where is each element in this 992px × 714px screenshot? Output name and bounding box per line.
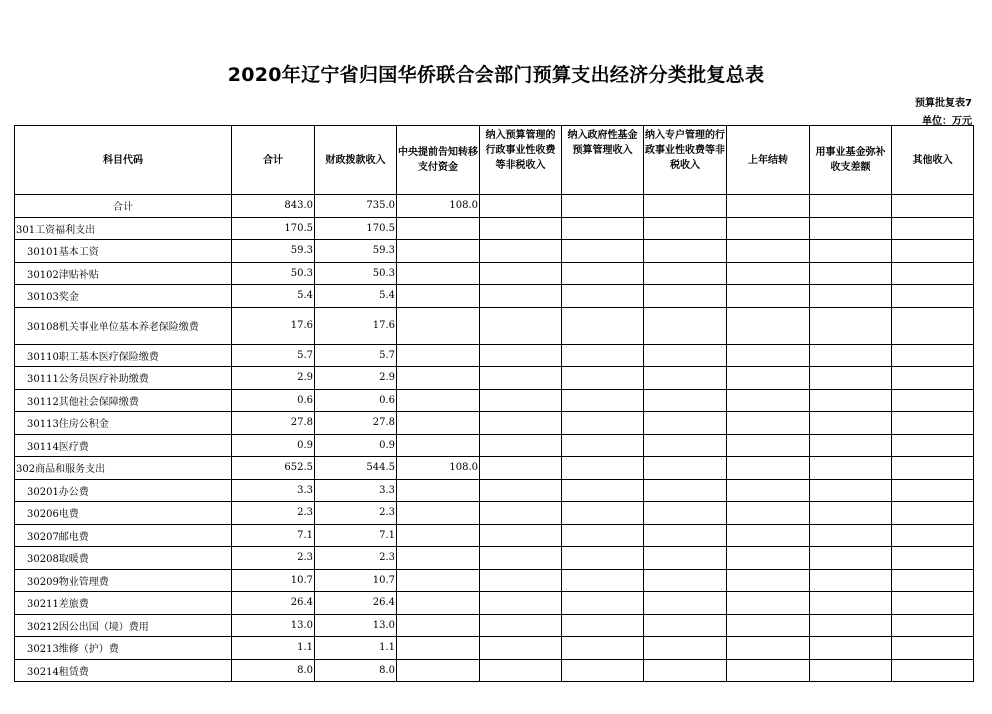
cell-account-name: 30208取暖费 bbox=[15, 547, 232, 570]
table-row bbox=[15, 592, 974, 615]
table-row bbox=[15, 547, 974, 570]
cell-nontax-special bbox=[644, 659, 727, 682]
cell-total: 26.4 bbox=[232, 592, 315, 615]
cell-fiscal: 8.0 bbox=[315, 659, 397, 682]
cell-account-name: 30212因公出国（境）费用 bbox=[15, 614, 232, 637]
cell-gov-fund bbox=[562, 412, 644, 435]
cell-account-name: 30206电费 bbox=[15, 502, 232, 525]
cell-total: 170.5 bbox=[232, 217, 315, 240]
cell-central bbox=[397, 240, 480, 263]
cell-other bbox=[892, 524, 974, 547]
cell-total: 843.0 bbox=[232, 195, 315, 218]
cell-nontax-budget bbox=[480, 479, 562, 502]
cell-total: 5.4 bbox=[232, 285, 315, 308]
cell-total: 0.6 bbox=[232, 389, 315, 412]
cell-carryover bbox=[727, 457, 810, 480]
cell-central bbox=[397, 307, 480, 344]
cell-central bbox=[397, 524, 480, 547]
cell-gov-fund bbox=[562, 547, 644, 570]
cell-other bbox=[892, 217, 974, 240]
table-row bbox=[15, 240, 974, 263]
cell-nontax-budget bbox=[480, 367, 562, 390]
cell-nontax-budget bbox=[480, 637, 562, 660]
cell-nontax-special bbox=[644, 367, 727, 390]
cell-nontax-special bbox=[644, 434, 727, 457]
total-row bbox=[15, 195, 974, 218]
table-code-label: 预算批复表7 bbox=[915, 98, 972, 109]
cell-total: 13.0 bbox=[232, 614, 315, 637]
cell-nontax-special bbox=[644, 524, 727, 547]
cell-carryover bbox=[727, 307, 810, 344]
cell-account-name: 30113住房公积金 bbox=[15, 412, 232, 435]
cell-nontax-special bbox=[644, 412, 727, 435]
cell-central bbox=[397, 262, 480, 285]
table-row bbox=[15, 479, 974, 502]
cell-fiscal: 2.3 bbox=[315, 547, 397, 570]
cell-account-name: 302商品和服务支出 bbox=[15, 457, 232, 480]
cell-nontax-special bbox=[644, 592, 727, 615]
cell-gov-fund bbox=[562, 367, 644, 390]
cell-fiscal: 50.3 bbox=[315, 262, 397, 285]
cell-central bbox=[397, 389, 480, 412]
table-body bbox=[15, 195, 974, 682]
cell-carryover bbox=[727, 344, 810, 367]
cell-fiscal: 5.4 bbox=[315, 285, 397, 308]
cell-nontax-special bbox=[644, 389, 727, 412]
cell-gov-fund bbox=[562, 614, 644, 637]
cell-carryover bbox=[727, 569, 810, 592]
cell-other bbox=[892, 547, 974, 570]
cell-other bbox=[892, 367, 974, 390]
cell-other bbox=[892, 479, 974, 502]
cell-gov-fund bbox=[562, 240, 644, 263]
cell-gov-fund bbox=[562, 502, 644, 525]
cell-other bbox=[892, 569, 974, 592]
cell-nontax-budget bbox=[480, 412, 562, 435]
cell-fiscal: 735.0 bbox=[315, 195, 397, 218]
table-row bbox=[15, 659, 974, 682]
cell-central: 108.0 bbox=[397, 195, 480, 218]
cell-gov-fund bbox=[562, 457, 644, 480]
cell-gov-fund bbox=[562, 479, 644, 502]
cell-fund-balance bbox=[810, 262, 892, 285]
cell-account-name: 30110职工基本医疗保险缴费 bbox=[15, 344, 232, 367]
cell-nontax-budget bbox=[480, 307, 562, 344]
cell-total: 652.5 bbox=[232, 457, 315, 480]
cell-other bbox=[892, 614, 974, 637]
cell-other bbox=[892, 195, 974, 218]
cell-gov-fund bbox=[562, 592, 644, 615]
cell-total: 3.3 bbox=[232, 479, 315, 502]
cell-account-name: 30102津贴补贴 bbox=[15, 262, 232, 285]
cell-nontax-special bbox=[644, 285, 727, 308]
table-row bbox=[15, 389, 974, 412]
table-row bbox=[15, 524, 974, 547]
cell-fund-balance bbox=[810, 502, 892, 525]
col-header-nontax-budget: 纳入预算管理的行政事业性收费等非税收入 bbox=[480, 126, 562, 195]
table-row bbox=[15, 637, 974, 660]
cell-fund-balance bbox=[810, 524, 892, 547]
table-row bbox=[15, 457, 974, 480]
cell-other bbox=[892, 307, 974, 344]
cell-account-name: 301工资福利支出 bbox=[15, 217, 232, 240]
cell-nontax-budget bbox=[480, 547, 562, 570]
cell-central bbox=[397, 502, 480, 525]
cell-gov-fund bbox=[562, 285, 644, 308]
col-header-central: 中央提前告知转移支付资金 bbox=[397, 126, 480, 195]
cell-fiscal: 170.5 bbox=[315, 217, 397, 240]
cell-fund-balance bbox=[810, 637, 892, 660]
cell-other bbox=[892, 412, 974, 435]
cell-nontax-special bbox=[644, 240, 727, 263]
cell-nontax-special bbox=[644, 614, 727, 637]
cell-account-name: 30101基本工资 bbox=[15, 240, 232, 263]
cell-carryover bbox=[727, 412, 810, 435]
cell-account-name: 30111公务员医疗补助缴费 bbox=[15, 367, 232, 390]
cell-central: 108.0 bbox=[397, 457, 480, 480]
cell-fund-balance bbox=[810, 344, 892, 367]
cell-central bbox=[397, 659, 480, 682]
cell-gov-fund bbox=[562, 262, 644, 285]
cell-account-name: 30201办公费 bbox=[15, 479, 232, 502]
cell-fiscal: 26.4 bbox=[315, 592, 397, 615]
table-row bbox=[15, 262, 974, 285]
cell-central bbox=[397, 479, 480, 502]
cell-fund-balance bbox=[810, 457, 892, 480]
cell-carryover bbox=[727, 637, 810, 660]
cell-nontax-budget bbox=[480, 217, 562, 240]
cell-fiscal: 1.1 bbox=[315, 637, 397, 660]
cell-total: 0.9 bbox=[232, 434, 315, 457]
cell-carryover bbox=[727, 434, 810, 457]
cell-gov-fund bbox=[562, 389, 644, 412]
cell-central bbox=[397, 412, 480, 435]
cell-fiscal: 10.7 bbox=[315, 569, 397, 592]
table-header bbox=[15, 126, 974, 195]
cell-account-name: 30209物业管理费 bbox=[15, 569, 232, 592]
cell-central bbox=[397, 344, 480, 367]
cell-carryover bbox=[727, 262, 810, 285]
cell-fiscal: 0.9 bbox=[315, 434, 397, 457]
cell-nontax-budget bbox=[480, 457, 562, 480]
cell-nontax-budget bbox=[480, 285, 562, 308]
cell-total: 1.1 bbox=[232, 637, 315, 660]
table-row bbox=[15, 285, 974, 308]
table-row bbox=[15, 569, 974, 592]
cell-fund-balance bbox=[810, 479, 892, 502]
cell-other bbox=[892, 262, 974, 285]
cell-account-name: 30103奖金 bbox=[15, 285, 232, 308]
cell-account-name: 30112其他社会保障缴费 bbox=[15, 389, 232, 412]
cell-carryover bbox=[727, 502, 810, 525]
cell-account-name: 30211差旅费 bbox=[15, 592, 232, 615]
table-row bbox=[15, 367, 974, 390]
cell-fund-balance bbox=[810, 389, 892, 412]
cell-gov-fund bbox=[562, 524, 644, 547]
table-row bbox=[15, 217, 974, 240]
col-header-nontax-special: 纳入专户管理的行政事业性收费等非税收入 bbox=[644, 126, 727, 195]
cell-other bbox=[892, 457, 974, 480]
cell-carryover bbox=[727, 195, 810, 218]
cell-gov-fund bbox=[562, 307, 644, 344]
cell-fiscal: 3.3 bbox=[315, 479, 397, 502]
table-row bbox=[15, 307, 974, 344]
cell-account-name: 30114医疗费 bbox=[15, 434, 232, 457]
cell-nontax-special bbox=[644, 547, 727, 570]
cell-fund-balance bbox=[810, 285, 892, 308]
cell-total: 2.9 bbox=[232, 367, 315, 390]
cell-central bbox=[397, 637, 480, 660]
cell-gov-fund bbox=[562, 637, 644, 660]
cell-fund-balance bbox=[810, 592, 892, 615]
cell-total: 7.1 bbox=[232, 524, 315, 547]
cell-fund-balance bbox=[810, 240, 892, 263]
cell-fund-balance bbox=[810, 659, 892, 682]
cell-nontax-special bbox=[644, 637, 727, 660]
unit-label: 单位：万元 bbox=[922, 116, 972, 127]
cell-fund-balance bbox=[810, 367, 892, 390]
cell-gov-fund bbox=[562, 217, 644, 240]
cell-other bbox=[892, 592, 974, 615]
cell-carryover bbox=[727, 217, 810, 240]
cell-total: 2.3 bbox=[232, 547, 315, 570]
cell-central bbox=[397, 434, 480, 457]
cell-nontax-special bbox=[644, 479, 727, 502]
cell-fiscal: 13.0 bbox=[315, 614, 397, 637]
cell-other bbox=[892, 285, 974, 308]
cell-nontax-budget bbox=[480, 502, 562, 525]
table-row bbox=[15, 502, 974, 525]
cell-nontax-budget bbox=[480, 524, 562, 547]
header-row bbox=[15, 126, 974, 195]
table-row bbox=[15, 344, 974, 367]
cell-gov-fund bbox=[562, 569, 644, 592]
cell-total: 2.3 bbox=[232, 502, 315, 525]
cell-central bbox=[397, 592, 480, 615]
cell-nontax-budget bbox=[480, 434, 562, 457]
cell-fiscal: 544.5 bbox=[315, 457, 397, 480]
cell-total: 27.8 bbox=[232, 412, 315, 435]
cell-total: 50.3 bbox=[232, 262, 315, 285]
cell-carryover bbox=[727, 547, 810, 570]
cell-fund-balance bbox=[810, 217, 892, 240]
cell-other bbox=[892, 659, 974, 682]
cell-gov-fund bbox=[562, 344, 644, 367]
cell-fund-balance bbox=[810, 195, 892, 218]
cell-other bbox=[892, 434, 974, 457]
cell-nontax-budget bbox=[480, 592, 562, 615]
cell-total: 10.7 bbox=[232, 569, 315, 592]
cell-fiscal: 59.3 bbox=[315, 240, 397, 263]
col-header-total: 合计 bbox=[232, 126, 315, 195]
cell-fiscal: 7.1 bbox=[315, 524, 397, 547]
cell-fund-balance bbox=[810, 569, 892, 592]
table-row bbox=[15, 434, 974, 457]
cell-carryover bbox=[727, 479, 810, 502]
cell-nontax-special bbox=[644, 502, 727, 525]
cell-fiscal: 5.7 bbox=[315, 344, 397, 367]
table-row bbox=[15, 412, 974, 435]
cell-account-name: 合计 bbox=[15, 195, 232, 218]
col-header-other: 其他收入 bbox=[892, 126, 974, 195]
cell-carryover bbox=[727, 659, 810, 682]
cell-nontax-special bbox=[644, 262, 727, 285]
cell-carryover bbox=[727, 285, 810, 308]
col-header-fiscal: 财政拨款收入 bbox=[315, 126, 397, 195]
cell-fiscal: 27.8 bbox=[315, 412, 397, 435]
cell-total: 8.0 bbox=[232, 659, 315, 682]
cell-fund-balance bbox=[810, 434, 892, 457]
cell-nontax-special bbox=[644, 457, 727, 480]
col-header-code: 科目代码 bbox=[15, 126, 232, 195]
cell-fund-balance bbox=[810, 547, 892, 570]
budget-table bbox=[14, 125, 974, 682]
cell-carryover bbox=[727, 389, 810, 412]
cell-nontax-special bbox=[644, 195, 727, 218]
cell-other bbox=[892, 637, 974, 660]
cell-central bbox=[397, 285, 480, 308]
cell-nontax-special bbox=[644, 344, 727, 367]
cell-other bbox=[892, 502, 974, 525]
cell-other bbox=[892, 344, 974, 367]
cell-central bbox=[397, 569, 480, 592]
cell-gov-fund bbox=[562, 659, 644, 682]
cell-total: 59.3 bbox=[232, 240, 315, 263]
cell-gov-fund bbox=[562, 434, 644, 457]
cell-nontax-budget bbox=[480, 195, 562, 218]
col-header-gov-fund: 纳入政府性基金预算管理收入 bbox=[562, 126, 644, 195]
col-header-fund-balance: 用事业基金弥补收支差额 bbox=[810, 126, 892, 195]
cell-nontax-budget bbox=[480, 659, 562, 682]
cell-nontax-special bbox=[644, 569, 727, 592]
cell-other bbox=[892, 240, 974, 263]
col-header-carryover: 上年结转 bbox=[727, 126, 810, 195]
cell-nontax-special bbox=[644, 217, 727, 240]
cell-fund-balance bbox=[810, 412, 892, 435]
cell-carryover bbox=[727, 367, 810, 390]
cell-central bbox=[397, 547, 480, 570]
cell-nontax-special bbox=[644, 307, 727, 344]
cell-nontax-budget bbox=[480, 614, 562, 637]
cell-central bbox=[397, 217, 480, 240]
cell-other bbox=[892, 389, 974, 412]
cell-account-name: 30214租赁费 bbox=[15, 659, 232, 682]
page-title: 2020年辽宁省归国华侨联合会部门预算支出经济分类批复总表 bbox=[227, 64, 765, 86]
cell-fiscal: 2.9 bbox=[315, 367, 397, 390]
cell-nontax-budget bbox=[480, 569, 562, 592]
cell-carryover bbox=[727, 592, 810, 615]
cell-nontax-budget bbox=[480, 240, 562, 263]
cell-fiscal: 0.6 bbox=[315, 389, 397, 412]
cell-fiscal: 17.6 bbox=[315, 307, 397, 344]
cell-account-name: 30213维修（护）费 bbox=[15, 637, 232, 660]
cell-nontax-budget bbox=[480, 262, 562, 285]
cell-account-name: 30108机关事业单位基本养老保险缴费 bbox=[15, 307, 232, 344]
cell-total: 17.6 bbox=[232, 307, 315, 344]
cell-nontax-budget bbox=[480, 344, 562, 367]
cell-account-name: 30207邮电费 bbox=[15, 524, 232, 547]
cell-gov-fund bbox=[562, 195, 644, 218]
cell-fund-balance bbox=[810, 307, 892, 344]
cell-carryover bbox=[727, 614, 810, 637]
cell-central bbox=[397, 614, 480, 637]
table-row bbox=[15, 614, 974, 637]
cell-nontax-budget bbox=[480, 389, 562, 412]
cell-carryover bbox=[727, 240, 810, 263]
cell-total: 5.7 bbox=[232, 344, 315, 367]
cell-central bbox=[397, 367, 480, 390]
cell-carryover bbox=[727, 524, 810, 547]
cell-fund-balance bbox=[810, 614, 892, 637]
cell-fiscal: 2.3 bbox=[315, 502, 397, 525]
